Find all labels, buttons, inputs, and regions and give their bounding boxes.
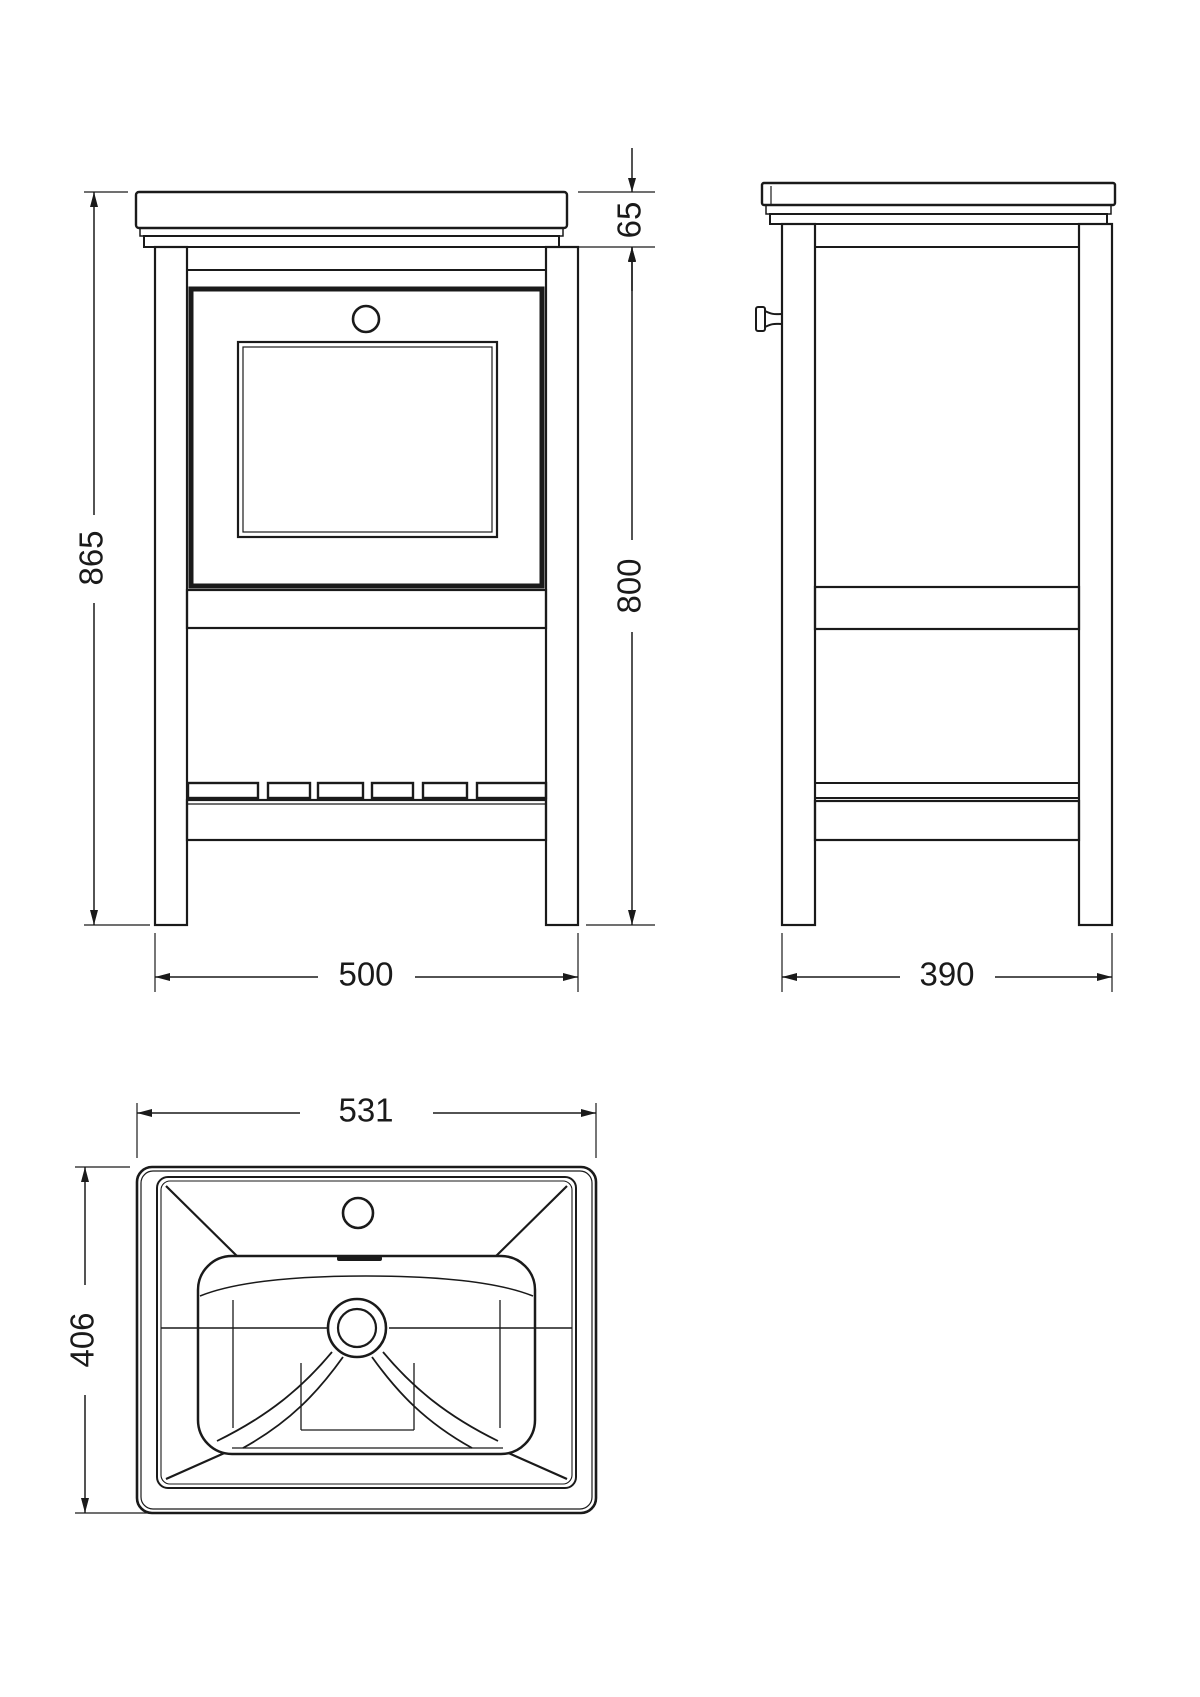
worktop-lower-band xyxy=(770,214,1107,224)
arrowhead xyxy=(581,1109,596,1117)
dimension-text-depth: 390 xyxy=(919,955,975,993)
front-worktop xyxy=(136,192,567,247)
worktop-basin-band xyxy=(762,183,1115,205)
shelf-slat xyxy=(477,783,546,798)
arrowhead xyxy=(628,910,636,925)
knob-cap xyxy=(756,307,765,331)
side-back-leg xyxy=(1079,224,1112,925)
shelf-slat xyxy=(318,783,363,798)
dimension-width-500 xyxy=(155,933,578,993)
dimension-text-basin-depth: 406 xyxy=(63,1312,101,1368)
side-mid-rail xyxy=(815,587,1079,629)
dimension-basin-width-531 xyxy=(137,1092,596,1158)
arrowhead xyxy=(628,178,636,192)
side-view xyxy=(756,183,1115,925)
dimension-text-basin-width: 531 xyxy=(338,1091,394,1129)
side-shelf-edge xyxy=(815,783,1079,798)
front-view xyxy=(136,192,578,925)
arrowhead xyxy=(782,973,797,981)
dimension-cabinet-height-800 xyxy=(586,247,655,925)
arrowhead xyxy=(90,192,98,207)
arrowhead xyxy=(137,1109,152,1117)
shelf-slat xyxy=(268,783,310,798)
arrowhead xyxy=(81,1498,89,1513)
worktop-lower-band xyxy=(144,236,559,247)
arrowhead xyxy=(81,1167,89,1182)
dimension-text-width: 500 xyxy=(338,955,394,993)
shelf-slats xyxy=(188,783,546,798)
knob-neck xyxy=(765,324,782,327)
shelf-slat xyxy=(423,783,467,798)
dimension-depth-390 xyxy=(782,933,1112,993)
side-bottom-rail xyxy=(815,801,1079,840)
side-worktop xyxy=(762,183,1115,224)
arrowhead xyxy=(155,973,170,981)
basin-plan-view xyxy=(137,1167,596,1513)
dimension-text-basin-height: 65 xyxy=(610,201,648,239)
corner-slope-line xyxy=(166,1186,243,1262)
cabinet-door xyxy=(191,289,542,586)
front-bottom-rail xyxy=(187,800,546,840)
front-left-leg xyxy=(155,247,187,925)
arrowhead xyxy=(90,910,98,925)
door-panel xyxy=(238,342,497,537)
arrowhead xyxy=(1097,973,1112,981)
shelf-slat xyxy=(188,783,258,798)
worktop-moulding-band xyxy=(766,205,1111,214)
front-right-leg xyxy=(546,247,578,925)
side-front-leg xyxy=(782,224,815,925)
worktop-basin-band xyxy=(136,192,567,228)
knob-neck xyxy=(765,311,782,314)
dimension-text-overall-height: 865 xyxy=(72,530,110,586)
tap-hole xyxy=(343,1198,373,1228)
overflow-slot xyxy=(337,1256,382,1261)
dimension-basin-height-65 xyxy=(568,148,655,291)
door-knob xyxy=(353,306,379,332)
corner-slope-line xyxy=(490,1186,567,1262)
shelf-slat xyxy=(372,783,413,798)
arrowhead xyxy=(628,247,636,262)
door-panel-inner xyxy=(243,347,492,532)
dimension-overall-height-865 xyxy=(73,192,150,925)
arrowhead xyxy=(563,973,578,981)
side-door-knob xyxy=(756,307,782,331)
dimension-text-cabinet-height: 800 xyxy=(610,558,648,614)
front-mid-rail xyxy=(187,590,546,628)
door-panel-outer xyxy=(238,342,497,537)
drain-hole-outer xyxy=(328,1299,386,1357)
